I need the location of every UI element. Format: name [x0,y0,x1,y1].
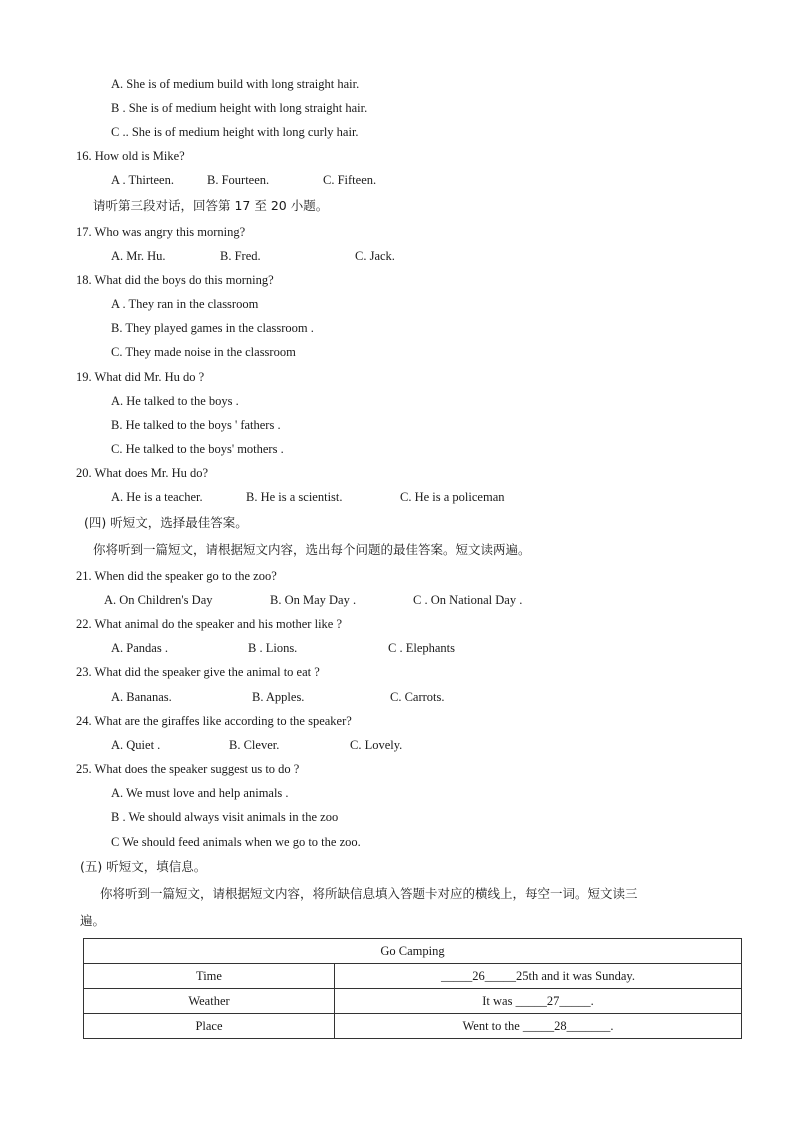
row-label-place: Place [84,1014,335,1039]
row-value-place: Went to the _____28_______. [335,1014,742,1039]
q18-option-c: C. They made noise in the classroom [111,345,296,359]
q25-option-a: A. We must love and help animals . [111,786,289,800]
q16-question: 16. How old is Mike? [76,149,185,163]
q25-option-b: B . We should always visit animals in the zoo [111,810,339,824]
q15-option-c: C .. She is of medium height with long curly hair. [111,125,359,139]
q18-option-b: B. They played games in the classroom . [111,321,314,335]
q23-option-a: A. Bananas. [111,690,172,704]
q23-option-b: B. Apples. [252,690,305,704]
part4-instruction: 你将听到一篇短文，请根据短文内容，选出每个问题的最佳答案。短文读两遍。 [93,542,531,557]
q25-question: 25. What does the speaker suggest us to do ? [76,762,300,776]
part5-instruction-line2: 遍。 [80,913,106,928]
q15-option-b: B . She is of medium height with long straight hair. [111,101,368,115]
q20-option-b: B. He is a scientist. [246,490,343,504]
q19-option-c: C. He talked to the boys' mothers . [111,442,284,456]
table-title: Go Camping [84,939,742,964]
q23-option-c: C. Carrots. [390,690,445,704]
part5-instruction-line1: 你将听到一篇短文，请根据短文内容，将所缺信息填入答题卡对应的横线上，每空一词。短文读三 [100,886,638,901]
table-row [84,1014,742,1039]
q21-option-c: C . On National Day . [413,593,523,607]
table-row [84,989,742,1014]
q22-question: 22. What animal do the speaker and his mother like ? [76,617,343,631]
q18-option-a: A . They ran in the classroom [111,297,259,311]
q17-option-c: C. Jack. [355,249,395,263]
q20-question: 20. What does Mr. Hu do? [76,466,209,480]
q16-option-a: A . Thirteen. [111,173,174,187]
q15-option-a: A. She is of medium build with long straight hair. [111,77,360,91]
q21-question: 21. When did the speaker go to the zoo? [76,569,277,583]
q24-question: 24. What are the giraffes like according to the speaker? [76,714,352,728]
part5-title: (五) 听短文，填信息。 [80,859,207,874]
q22-option-c: C . Elephants [388,641,456,655]
q16-option-c: C. Fifteen. [323,173,377,187]
q24-option-a: A. Quiet . [111,738,161,752]
row-label-weather: Weather [84,989,335,1014]
q23-question: 23. What did the speaker give the animal to eat ? [76,665,320,679]
q21-option-a: A. On Children's Day [104,593,213,607]
table-title-row [84,939,742,964]
table-row [84,964,742,989]
row-value-weather: It was _____27_____. [335,989,742,1014]
q19-question: 19. What did Mr. Hu do ? [76,370,205,384]
q20-option-c: C. He is a policeman [400,490,505,504]
q24-option-c: C. Lovely. [350,738,403,752]
q19-option-a: A. He talked to the boys . [111,394,239,408]
q21-option-b: B. On May Day . [270,593,357,607]
q25-option-c: C We should feed animals when we go to the zoo. [111,835,361,849]
go-camping-table [83,938,742,1039]
q24-option-b: B. Clever. [229,738,280,752]
section3-instruction: 请听第三段对话，回答第 17 至 20 小题。 [93,198,329,213]
q19-option-b: B. He talked to the boys ' fathers . [111,418,281,432]
q17-question: 17. Who was angry this morning? [76,225,246,239]
q17-option-a: A. Mr. Hu. [111,249,166,263]
q22-option-b: B . Lions. [248,641,298,655]
row-label-time: Time [84,964,335,989]
row-value-time: _____26_____25th and it was Sunday. [335,964,742,989]
q18-question: 18. What did the boys do this morning? [76,273,274,287]
q22-option-a: A. Pandas . [111,641,168,655]
q20-option-a: A. He is a teacher. [111,490,203,504]
q17-option-b: B. Fred. [220,249,261,263]
q16-option-b: B. Fourteen. [207,173,270,187]
part4-title: (四) 听短文，选择最佳答案。 [84,515,248,530]
